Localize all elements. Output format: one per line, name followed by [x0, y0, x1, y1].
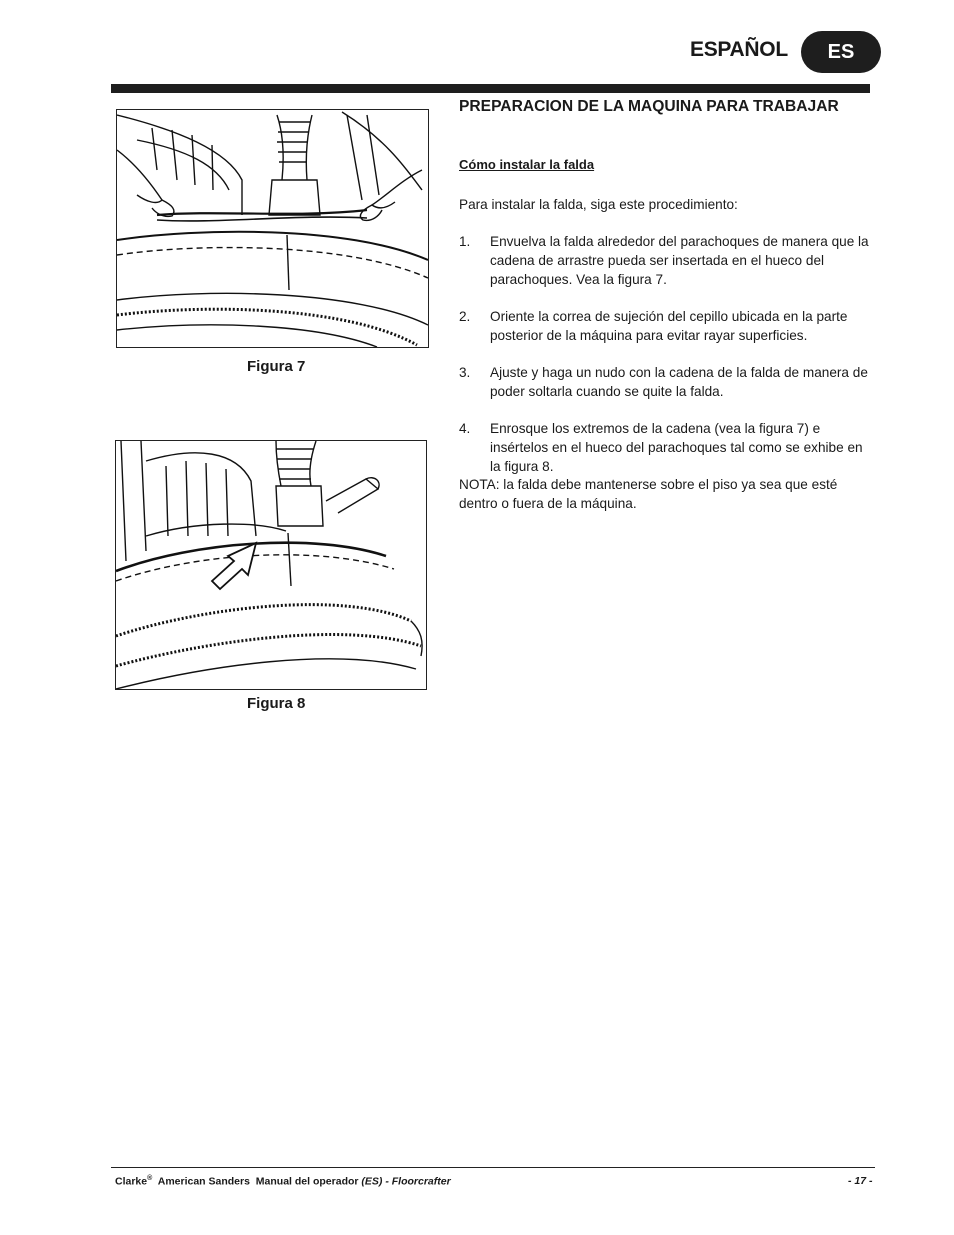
footer-brand: Clarke — [115, 1175, 148, 1188]
footer-edition: (ES) - Floorcrafter — [361, 1175, 451, 1188]
list-item — [459, 419, 869, 476]
list-item — [459, 307, 869, 345]
figure-8-caption: Figura 8 — [247, 695, 306, 712]
figure-8-illustration — [115, 440, 427, 690]
list-item-text: Enrosque los extremos de la cadena (vea la figura 7) e insértelos en el hueco del parachoques tal como se exhibe en la figura 8. — [490, 421, 863, 474]
list-item-text: Oriente la correa de sujeción del cepillo ubicada en la parte posterior de la máquina para evitar rayar superficies. — [490, 309, 848, 343]
list-item-text: Ajuste y haga un nudo con la cadena de la falda de manera de poder soltarla cuando se quite la falda. — [490, 365, 868, 399]
footer-reg-mark: ® — [147, 1175, 153, 1182]
page-number: - 17 - — [848, 1175, 873, 1187]
footer-text — [115, 1175, 451, 1188]
language-badge: ES — [801, 31, 881, 73]
intro-paragraph: Para instalar la falda, siga este procedimiento: — [459, 197, 738, 212]
footer-company: American Sanders — [157, 1175, 250, 1188]
list-item-number: 1. — [459, 234, 471, 249]
figure-7-illustration — [116, 109, 429, 348]
section-subtitle: Cómo instalar la falda — [459, 157, 595, 172]
list-item-number: 3. — [459, 365, 471, 380]
footer-rule — [111, 1167, 875, 1168]
figure-7-caption: Figura 7 — [247, 358, 306, 375]
section-title: PREPARACION DE LA MAQUINA PARA TRABAJAR — [459, 98, 839, 115]
note-paragraph: NOTA: la falda debe mantenerse sobre el piso ya sea que esté dentro o fuera de la máquina. — [459, 477, 838, 511]
list-item-text: Envuelva la falda alrededor del parachoques de manera que la cadena de arrastre pueda ser insertada en el hueco del parachoques. Vea la figura 7. — [490, 234, 869, 287]
list-item-number: 2. — [459, 309, 471, 324]
footer-manual: Manual del operador — [255, 1175, 359, 1188]
language-label: ESPAÑOL — [690, 38, 788, 61]
list-item — [459, 232, 869, 289]
list-item-number: 4. — [459, 421, 471, 436]
list-item — [459, 363, 869, 401]
header-rule — [111, 84, 870, 93]
